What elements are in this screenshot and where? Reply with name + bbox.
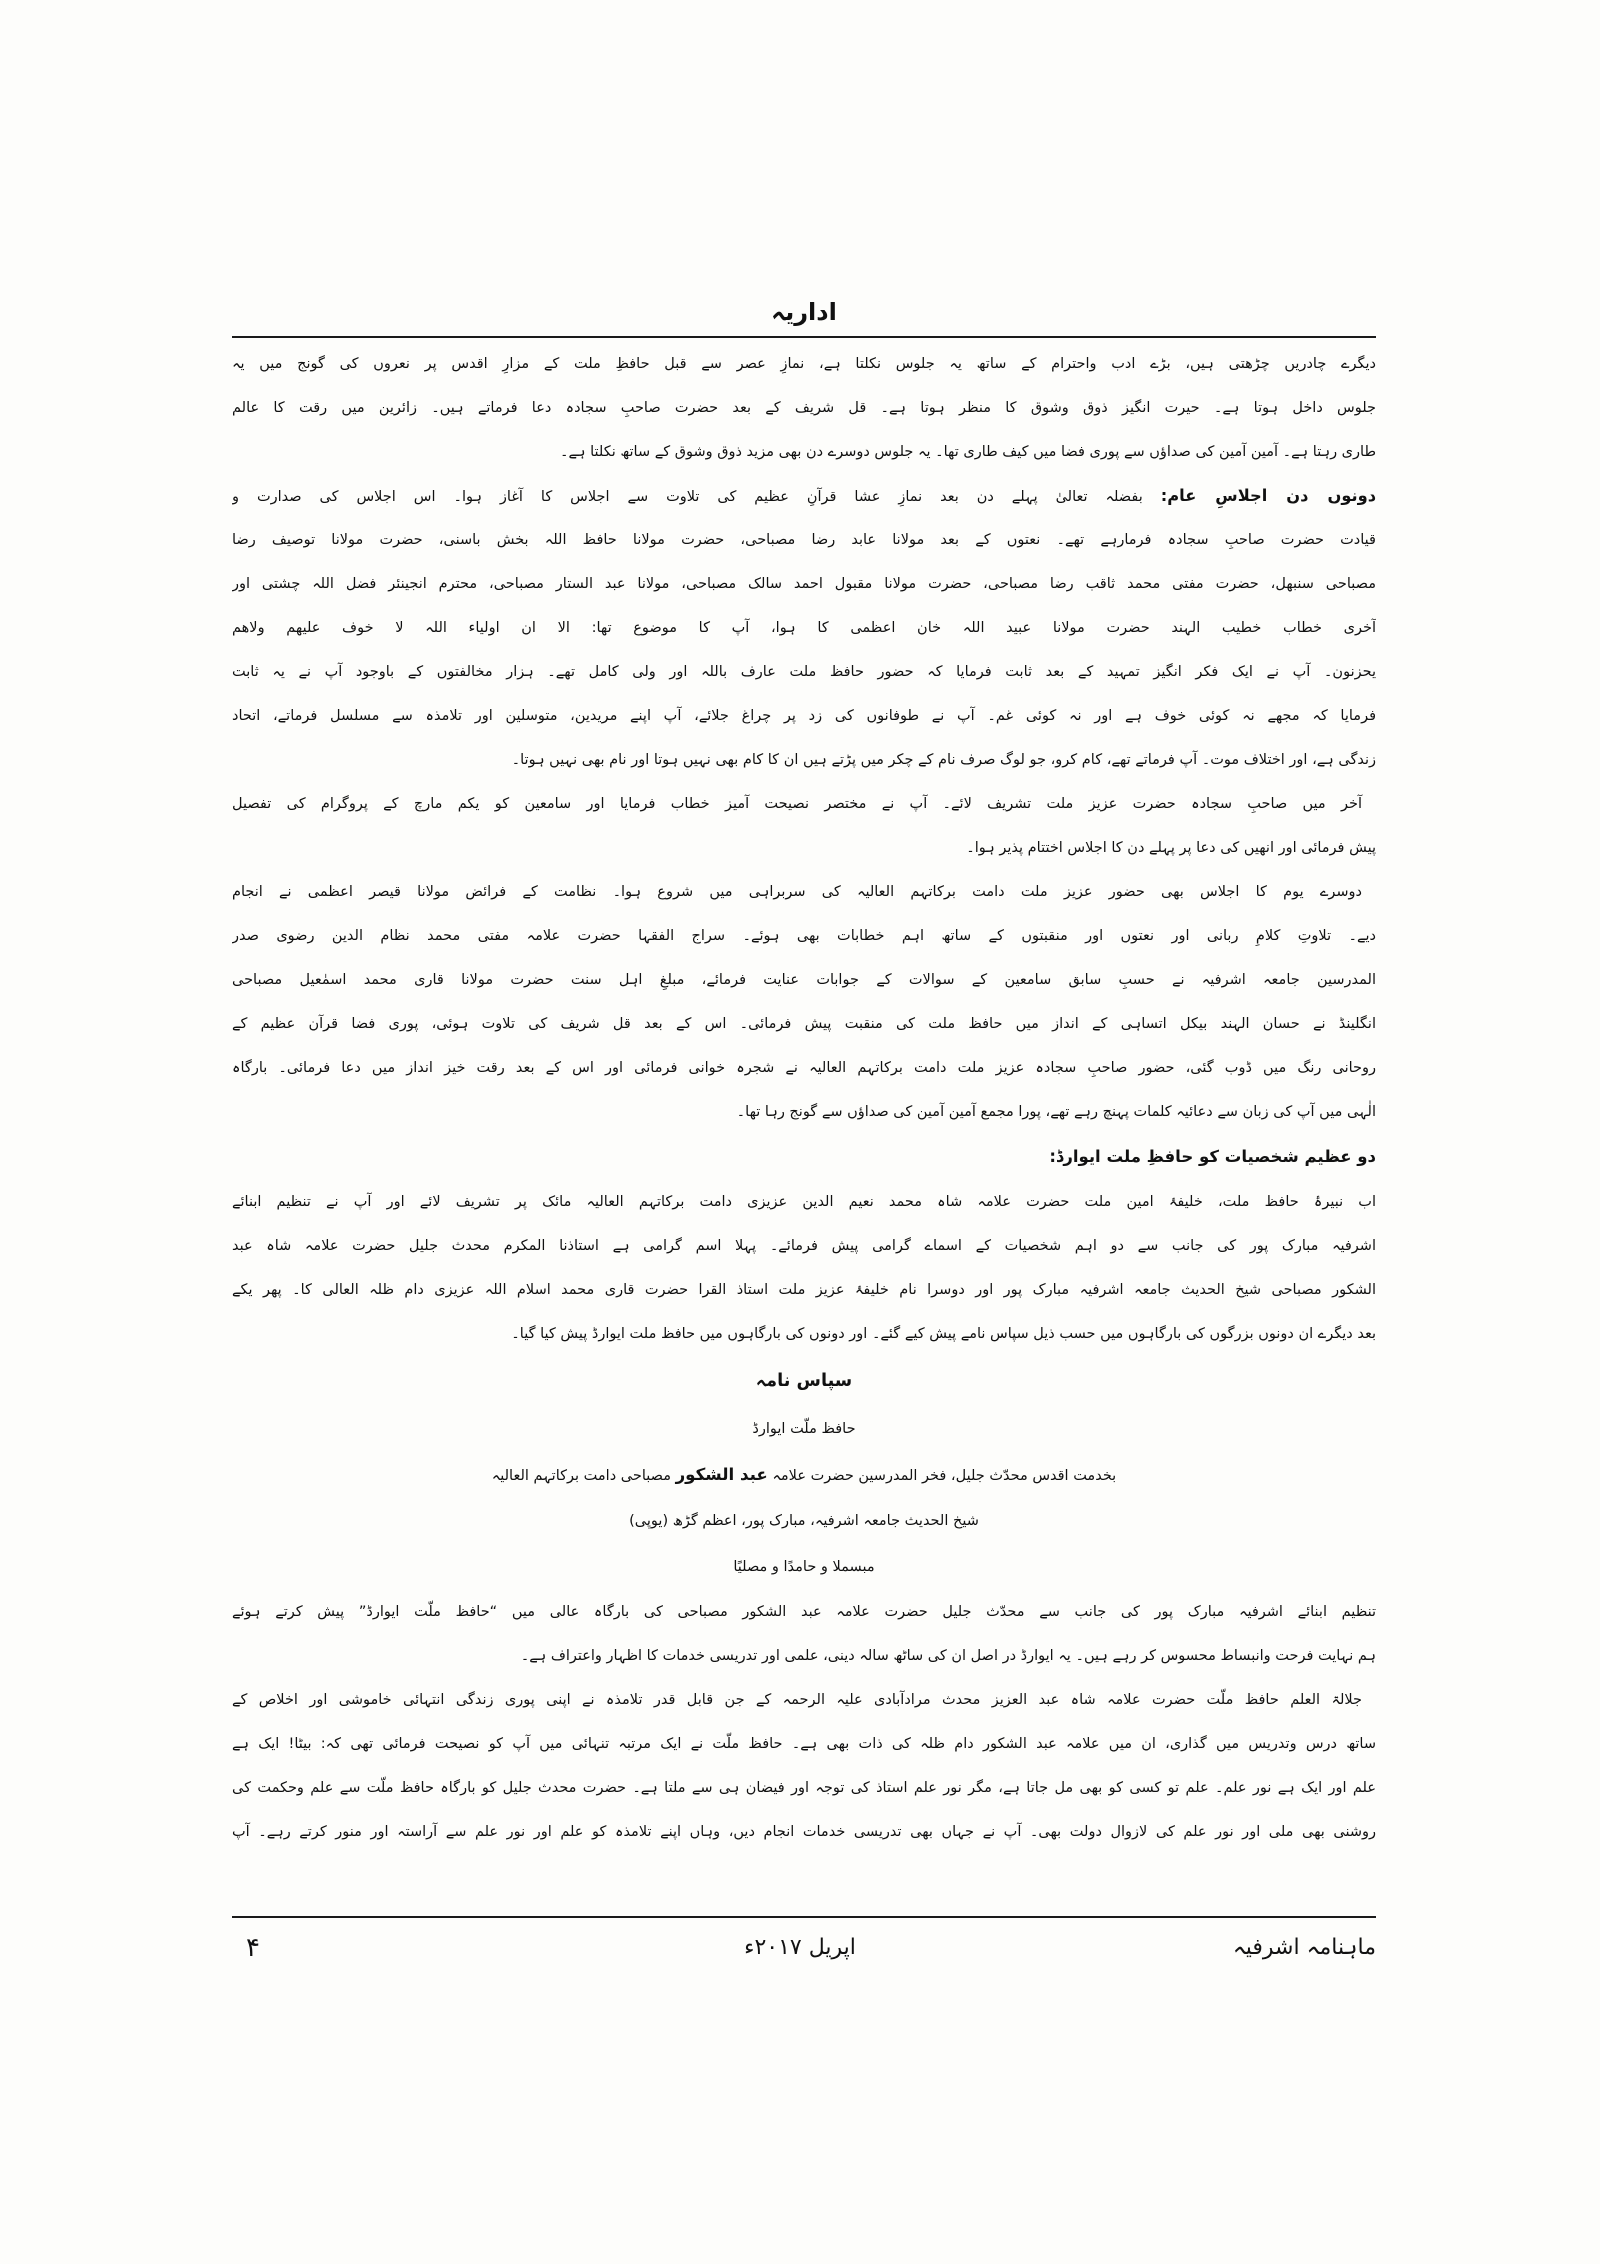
body-line: الٰہی میں آپ کی زبان سے دعائیہ کلمات پہنچ رہے تھے، پورا مجمع آمین آمین کی صداؤں سے گونج رہا تھا۔ bbox=[736, 1104, 1376, 1120]
award-name: حافظ ملّت ایوارڈ bbox=[752, 1421, 856, 1437]
body-line: علم اور ایک ہے نور علم۔ علم تو کسی کو بھی مل جاتا ہے، مگر نور علم استاذ کی توجہ اور فیضان ہی سے ملتا ہے۔ حضرت محدث جلیل کو بارگاہ حافظ ملّت سے علم وحکمت کی bbox=[232, 1780, 1376, 1796]
body-line: روحانی رنگ میں ڈوب گئی، حضور صاحبِ سجادہ عزیز ملت دامت برکاتہم العالیہ نے شجرہ خوانی فرمائی اور اس کے بعد رقت خیز انداز میں دعا فرمائی۔ بارگاہ bbox=[232, 1060, 1376, 1076]
dedication-text: مصباحی دامت برکاتہم العالیہ bbox=[491, 1468, 671, 1484]
invocation-line: مبسملا و حامدًا و مصلیًا bbox=[733, 1559, 875, 1575]
body-line: آخر میں صاحبِ سجادہ حضرت عزیز ملت تشریف لائے۔ آپ نے مختصر نصیحت آمیز خطاب فرمایا اور سامعین کو یکم مارچ کے پروگرام کی تفصیل bbox=[232, 796, 1362, 812]
footer-issue-date: اپریل ۲۰۱۷ء bbox=[744, 1935, 856, 1960]
body-line: اب نبیرۂ حافظ ملت، خلیفۂ امین ملت حضرت علامہ شاہ محمد نعیم الدین عزیزی دامت برکاتہم العالیہ مائک پر تشریف لائے اور آپ نے تنظیم ابنائے bbox=[232, 1194, 1376, 1210]
body-line: جلوس داخل ہوتا ہے۔ حیرت انگیز ذوق وشوق کا منظر ہوتا ہے۔ قل شریف کے بعد حضرت صاحبِ سجادہ دعا فرماتے ہیں۔ زائرین میں رقت کا عالم bbox=[232, 400, 1376, 416]
footer-rule bbox=[232, 1916, 1376, 1918]
body-line: اشرفیہ مبارک پور کی جانب سے دو اہم شخصیات کے اسماے گرامی پیش فرمائے۔ پہلا اسم گرامی ہے استاذنا المکرم محدث جلیل حضرت علامہ شاہ عبد bbox=[232, 1238, 1376, 1254]
body-line: دیے۔ تلاوتِ کلامِ ربانی اور نعتوں اور منقبتوں کے ساتھ اہم خطابات بھی ہوئے۔ سراج الفقہا حضرت علامہ مفتی محمد نظام الدین رضوی صدر bbox=[232, 928, 1376, 944]
section-title: اداریہ bbox=[771, 298, 837, 326]
body-line: طاری رہتا ہے۔ آمین آمین کی صداؤں سے پوری فضا میں کیف طاری تھا۔ یہ جلوس دوسرے دن بھی مزید ذوق وشوق کے ساتھ نکلتا ہے۔ bbox=[560, 444, 1376, 460]
body-line-with-heading bbox=[232, 474, 1376, 518]
sipasnama-title: سپاس نامہ bbox=[755, 1371, 853, 1391]
honoree-name: عبد الشکور bbox=[675, 1465, 768, 1484]
body-line: روشنی بھی ملی اور نور علم کی لازوال دولت بھی۔ آپ نے جہاں بھی تدریسی خدمات انجام دیں، وہاں اپنے تلامذہ کو علم اور نور علم سے آراستہ اور منور کرتے رہے۔ آپ bbox=[232, 1824, 1376, 1840]
body-line: قیادت حضرت صاحبِ سجادہ فرمارہے تھے۔ نعتوں کے بعد مولانا عابد رضا مصباحی، حضرت مولانا حافظ اللہ بخش باسنی، حضرت مولانا توصیف رضا bbox=[232, 532, 1376, 548]
body-line: ہم نہایت فرحت وانبساط محسوس کر رہے ہیں۔ یہ ایوارڈ در اصل ان کی ساٹھ سالہ دینی، علمی اور تدریسی خدمات کا اظہار واعتراف ہے۔ bbox=[520, 1648, 1376, 1664]
body-line: پیش فرمائی اور انھیں کی دعا پر پہلے دن کا اجلاس اختتام پذیر ہوا۔ bbox=[966, 840, 1376, 856]
article-body bbox=[232, 342, 1376, 1904]
dedication-text: بخدمت اقدس محدّث جلیل، فخر المدرسین حضرت علامہ bbox=[772, 1468, 1117, 1484]
body-line: فرمایا کہ مجھے نہ کوئی خوف ہے اور نہ کوئی غم۔ آپ نے طوفانوں کی زد پر چراغ جلائے، آپ اپنے مریدین، متوسلین اور تلامذہ سے مسلسل فرماتے، اتحاد bbox=[232, 708, 1376, 724]
dedication-line bbox=[232, 1452, 1376, 1498]
header-rule bbox=[232, 336, 1376, 338]
body-line: جلالۃ العلم حافظ ملّت حضرت علامہ شاہ عبد العزیز محدث مرادآبادی علیہ الرحمہ کے جن قابل قدر تلامذہ نے اپنی پوری زندگی انتہائی خاموشی اور اخلاص کے bbox=[232, 1692, 1362, 1708]
footer-page-number: ۴ bbox=[246, 1933, 260, 1963]
body-line: انگلینڈ نے حسان الہند بیکل اتساہی کے انداز میں حافظ ملت کی منقبت پیش فرمائی۔ اس کے بعد قل شریف کی تلاوت ہوئی، پوری فضا قرآن عظیم کے bbox=[232, 1016, 1376, 1032]
body-line: زندگی ہے، اور اختلاف موت۔ آپ فرماتے تھے، کام کرو، جو لوگ صرف نام کے چکر میں پڑتے ہیں ان کا کام بھی نہیں ہوتا اور نام بھی نہیں ہوتا۔ bbox=[511, 752, 1376, 768]
body-line: دیگرے چادریں چڑھتی ہیں، بڑے ادب واحترام کے ساتھ یہ جلوس نکلتا ہے، نمازِ عصر سے قبل حافظِ ملت کے مزارِ اقدس پر نعروں کی گونج میں یہ bbox=[232, 356, 1376, 372]
body-line: مصباحی سنبھل، حضرت مفتی محمد ثاقب رضا مصباحی، حضرت مولانا مقبول احمد سالک مصباحی، مولانا عبد الستار مصباحی، محترم انجینئر فضل اللہ چشتی اور bbox=[232, 576, 1376, 592]
body-line: آخری خطاب خطیب الہند حضرت مولانا عبید اللہ خان اعظمی کا ہوا، آپ کا موضوع تھا: الا ان اولیاء اللہ لا خوف علیھم ولاھم bbox=[232, 620, 1376, 636]
honoree-position: شیخ الحدیث جامعہ اشرفیہ، مبارک پور، اعظم گڑھ (یوپی) bbox=[629, 1513, 979, 1529]
body-line: دوسرے یوم کا اجلاس بھی حضور عزیز ملت دامت برکاتہم العالیہ کی سربراہی میں شروع ہوا۔ نظامت کے فرائض مولانا قیصر اعظمی نے انجام bbox=[232, 884, 1362, 900]
body-line: بعد دیگرے ان دونوں بزرگوں کی بارگاہوں میں حسب ذیل سپاس نامے پیش کیے گئے۔ اور دونوں کی بارگاہوں میں حافظ ملت ایوارڈ پیش کیا گیا۔ bbox=[511, 1326, 1376, 1342]
inline-heading: دونوں دن اجلاسِ عام: bbox=[1160, 486, 1376, 505]
section-heading: دو عظیم شخصیات کو حافظِ ملت ایوارڈ: bbox=[1049, 1147, 1376, 1166]
body-line: المدرسین جامعہ اشرفیہ نے حسبِ سابق سامعین کے سوالات کے جوابات عنایت فرمائے، مبلغِ اہل سنت حضرت مولانا قاری محمد اسمٰعیل مصباحی bbox=[232, 972, 1376, 988]
body-line: تنظیم ابنائے اشرفیہ مبارک پور کی جانب سے محدّث جلیل حضرت علامہ عبد الشکور مصباحی کی بارگاہ عالی میں “حافظ ملّت ایوارڈ” پیش کرتے ہوئے bbox=[232, 1604, 1376, 1620]
body-line: الشکور مصباحی شیخ الحدیث جامعہ اشرفیہ مبارک پور اور دوسرا نام خلیفۂ عزیز ملت استاذ القرا حضرت قاری محمد اسلام اللہ عزیزی دام ظلہ العالی کا۔ پھر یکے bbox=[232, 1282, 1376, 1298]
footer-magazine-name: ماہنامہ اشرفیہ bbox=[1232, 1935, 1376, 1960]
body-line: یحزنون۔ آپ نے ایک فکر انگیز تمہید کے بعد ثابت فرمایا کہ حضور حافظ ملت عارف باللہ اور ولی کامل تھے۔ ہزار مخالفتوں کے باوجود آپ نے یہ ثابت bbox=[232, 664, 1376, 680]
body-line: ساتھ درس وتدریس میں گذاری، ان میں علامہ عبد الشکور دام ظلہ کی ذات بھی ہے۔ حافظ ملّت نے ایک مرتبہ تنہائی میں آپ کو نصیحت فرمائی تھی کہ: بیٹا! ایک ہے bbox=[232, 1736, 1376, 1752]
body-text: بفضلہ تعالیٰ پہلے دن بعد نمازِ عشا قرآنِ عظیم کی تلاوت سے اجلاس کا آغاز ہوا۔ اس اجلاس کی صدارت و bbox=[232, 489, 1143, 505]
